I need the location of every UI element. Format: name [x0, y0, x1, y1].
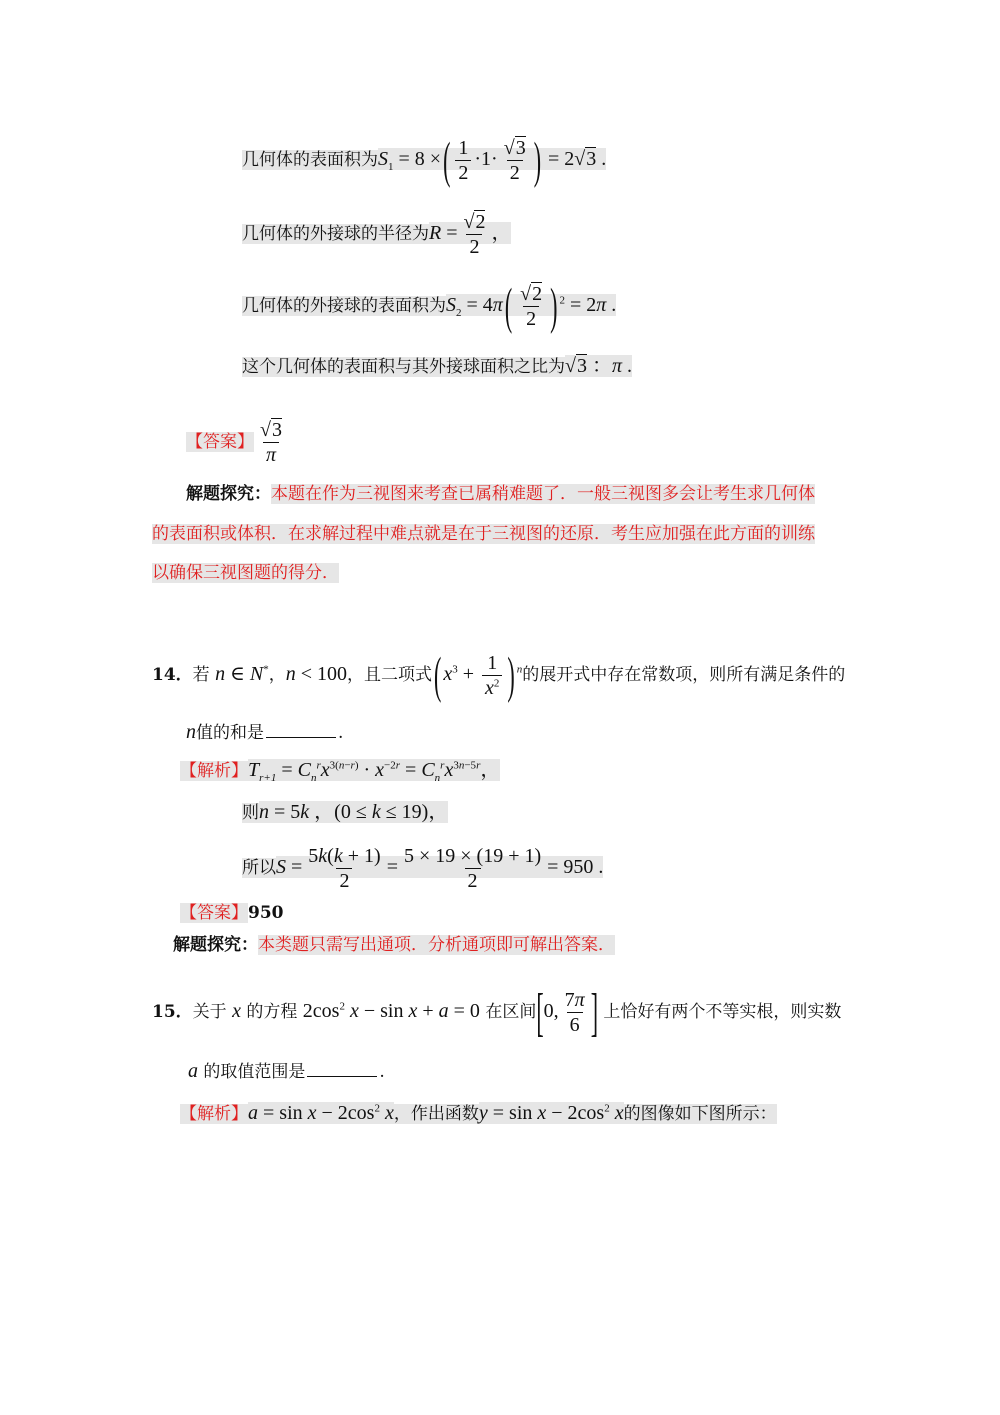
formula-interval: [0, $\frac{7\pi}{6}$ ] — [536, 981, 599, 1042]
analysis-text: 所以 — [242, 858, 276, 879]
ratio-text: 这个几何体的表面积与其外接球面积之比为 — [242, 357, 565, 377]
question-14-line2: n值的和是 . — [186, 721, 344, 743]
question-14 — [152, 645, 846, 704]
formula-a-expr: $a = \sin x - 2\cos^2$ x — [248, 1102, 394, 1124]
formula-binomial: ( $x^3$ + $\frac{1}{x^2}$ ) $^n$ — [434, 645, 523, 704]
explore-13-line3 — [152, 565, 339, 582]
formula-ratio: √3 ：π . — [565, 355, 633, 377]
question-text: 在区间 — [485, 1002, 537, 1023]
formula-equation: $2\cos^2$ x − sin x + a = 0 — [302, 1000, 480, 1023]
analysis-text: ，作出函数 — [393, 1104, 479, 1124]
radius-line — [242, 212, 511, 257]
explore-13-line2 — [152, 526, 815, 543]
question-text: 值的和是 — [196, 723, 264, 743]
question-text: 的展开式中存在常数项，则所有满足条件的 — [522, 665, 846, 686]
formula-s1: $S_1 = 8$ ×( $\frac{1}{2}$ ·1· $\frac{√3}{2}$ ) = 2√3 . — [378, 130, 607, 189]
formula-n-lt-100: n < 100 — [285, 663, 348, 686]
formula-s2: $S_2 = 4\pi$( $\frac{√2}{2}$ ) $^2$ = 2π . — [446, 276, 617, 335]
explore-text: 本类题只需写出通项．分析通项即可解出答案． — [258, 935, 615, 955]
explore-label: 解题探究： — [173, 935, 258, 955]
explore-label: 解题探究： — [186, 484, 271, 504]
ratio-line — [242, 356, 632, 376]
formula-radius: R = $\frac{√2}{2}$ ， — [429, 211, 512, 258]
question-text: 关于 — [192, 1002, 227, 1023]
explore-text: 的表面积或体积．在求解过程中难点就是在于三视图的还原．考生应加强在此方面的训练 — [152, 524, 815, 544]
radius-text: 几何体的外接球的半径为 — [242, 224, 429, 245]
analysis-14-line3 — [242, 846, 603, 891]
analysis-label: 【解析】 — [180, 1104, 248, 1124]
answer-label: 【答案】 — [186, 432, 254, 453]
formula-n-5k: n = 5k ，(0 ≤ k ≤ 19)， — [259, 801, 449, 823]
sphere-area-line — [242, 276, 617, 335]
sphere-area-text: 几何体的外接球的表面积为 — [242, 296, 446, 317]
analysis-15-line — [180, 1103, 777, 1123]
answer-13-line — [186, 420, 288, 465]
formula-a: a — [188, 1060, 198, 1082]
analysis-14-line1 — [180, 760, 500, 784]
answer-blank — [266, 737, 336, 738]
question-text: ，且二项式 — [347, 665, 433, 686]
explore-text: 本题在作为三视图来考查已属稍难题了．一般三视图多会让考生求几何体 — [271, 484, 815, 504]
explore-text: 以确保三视图题的得分． — [152, 563, 339, 583]
explore-14-line — [173, 937, 615, 954]
question-text: ， — [268, 665, 286, 686]
surface-area-line — [242, 130, 607, 189]
analysis-text: 的图像如下图所示： — [623, 1104, 777, 1124]
formula-x: x — [232, 1000, 241, 1023]
question-text: 上恰好有两个不等实根，则实数 — [603, 1002, 842, 1023]
answer-blank — [307, 1076, 377, 1077]
surface-area-text: 几何体的表面积为 — [242, 150, 378, 171]
analysis-14-line2 — [242, 802, 448, 822]
question-text: 若 — [192, 665, 210, 686]
question-text: 的取值范围是 — [203, 1062, 306, 1082]
answer-14-value: 950 — [248, 903, 284, 923]
formula-sum: S = $\frac{5k(k + 1)}{2}$ = $\frac{5 \times 19 \times (19 + 1)}{2}$ = 950 . — [276, 845, 604, 892]
formula-y-expr: $y = \sin x - 2\cos^2$ x — [478, 1102, 624, 1124]
question-number: 15． — [152, 1002, 193, 1023]
question-15 — [152, 981, 842, 1042]
answer-label: 【答案】 — [180, 903, 248, 923]
question-text: 的方程 — [246, 1002, 298, 1023]
formula-n: n — [186, 721, 196, 743]
formula-general-term: $T_{r+1} = C_n^rx^{3(n-r)} \cdot x^{-2r} = C_n^rx^{3n-5r}$， — [248, 759, 501, 784]
answer-13-value: $\frac{√3}{\pi}$ — [260, 419, 282, 466]
question-number: 14． — [152, 665, 193, 686]
answer-14-line — [180, 905, 284, 922]
analysis-label: 【解析】 — [180, 761, 248, 781]
question-15-line2: a 的取值范围是 . — [188, 1060, 385, 1082]
analysis-text: 则 — [242, 803, 259, 823]
explore-13-line1 — [186, 486, 815, 503]
formula-n-in-n: n ∈ N* — [215, 663, 269, 686]
